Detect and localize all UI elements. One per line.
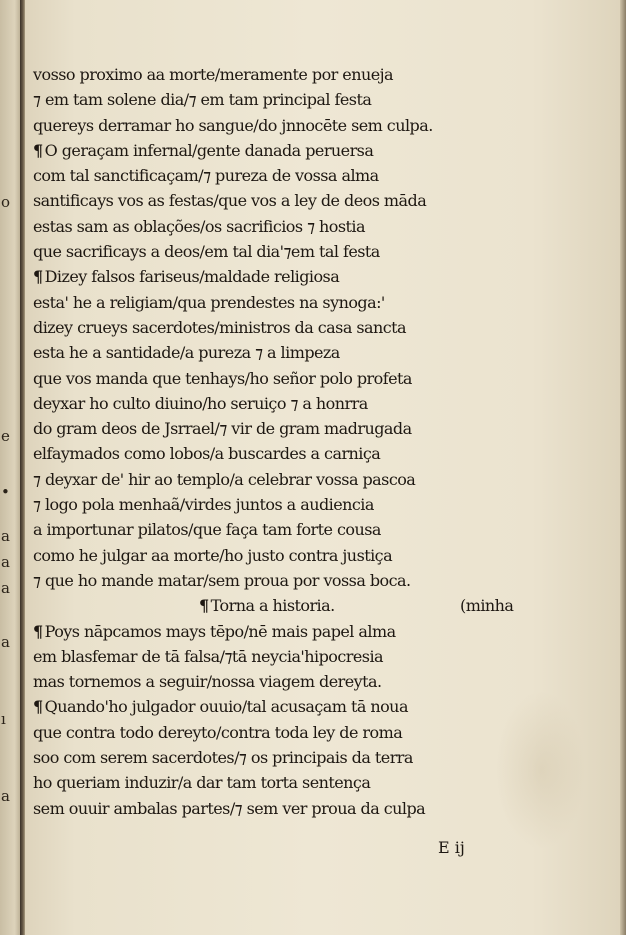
text-line [33,340,613,365]
text-line [33,188,613,213]
signature-mark: E ij [438,838,465,857]
text-line [33,163,613,188]
line-text: ho queriam induzir/a dar tam torta sentença [33,773,371,793]
text-line [33,264,613,289]
line-text: estas sam as oblações/os sacrificios ⁊ hostia [33,216,365,236]
text-line [33,62,613,87]
section-heading-line [33,593,613,618]
text-line [33,517,613,542]
section-heading [199,593,335,618]
text-line [33,113,613,138]
text-line [33,770,613,795]
line-text: esta he a santidade/a pureza ⁊ a limpeza [33,343,340,363]
text-line [33,391,613,416]
line-text: a importunar pilatos/que faça tam forte cousa [33,520,381,540]
heading-text: Torna a historia. [210,596,335,616]
line-text: esta' he a religiam/qua prendestes na synoga:' [33,292,385,312]
line-text: Dizey falsos fariseus/maldade religiosa [44,267,340,287]
line-text: elfaymados como lobos/a buscardes a carniça [33,444,381,464]
line-text: que vos manda que tenhays/ho señor polo profeta [33,368,412,388]
text-line [33,315,613,340]
previous-page-edge [0,0,21,935]
line-text: ⁊ logo pola menhaã/virdes juntos a audiencia [33,495,374,515]
line-text: com tal sanctificaçam/⁊ pureza de vossa alma [33,166,379,186]
line-text: Quando'ho julgador ouuio/tal acusaçam tā noua [44,697,408,717]
margin-fragment: • [1,483,10,501]
margin-fragment: a [1,553,10,571]
text-line [33,441,613,466]
text-line [33,416,613,441]
text-line [33,366,613,391]
line-text: do gram deos de Jsrrael/⁊ vir de gram madrugada [33,419,412,439]
margin-fragment: o [1,193,11,211]
text-line [33,745,613,770]
line-text: ⁊ deyxar de' hir ao templo/a celebrar vossa pascoa [33,469,416,489]
line-text: soo com serem sacerdotes/⁊ os principais da terra [33,748,413,768]
line-text: como he julgar aa morte/ho justo contra justiça [33,545,393,565]
text-line [33,239,613,264]
text-line [33,568,613,593]
line-text: ⁊ que ho mande matar/sem proua por vossa boca. [33,570,411,590]
text-line [33,467,613,492]
margin-fragment: a [1,579,10,597]
text-line [33,644,613,669]
line-text: em blasfemar de tā falsa/⁊tā neycia'hipocresia [33,646,384,666]
text-line [33,619,613,644]
line-text: que contra todo dereyto/contra toda ley de roma [33,722,403,742]
margin-fragment: a [1,633,10,651]
text-line [33,214,613,239]
line-text: sem ouuir ambalas partes/⁊ sem ver proua da culpa [33,798,426,818]
margin-fragment: e [1,427,10,445]
text-line [33,543,613,568]
margin-fragment: a [1,527,10,545]
pilcrow-mark: ¶ [33,697,43,717]
book-gutter [20,0,25,935]
text-line [33,720,613,745]
line-text: santificays vos as festas/que vos a ley de deos māda [33,191,427,211]
line-text: ⁊ em tam solene dia/⁊ em tam principal festa [33,90,372,110]
text-line [33,492,613,517]
line-text: O geraçam infernal/gente danada peruersa [44,140,374,160]
text-line [33,669,613,694]
pilcrow-mark: ¶ [33,621,43,641]
line-text: quereys derramar ho sangue/do jnnocēte sem culpa. [33,115,433,135]
text-line [33,694,613,719]
text-block [33,62,613,821]
line-text: mas tornemos a seguir/nossa viagem dereyta. [33,672,382,692]
line-text: que sacrificays a deos/em tal dia'⁊em tal festa [33,242,380,262]
pilcrow-mark: ¶ [33,267,43,287]
line-text: dizey crueys sacerdotes/ministros da casa sancta [33,317,407,337]
margin-fragment: ı [1,710,6,728]
line-text: vosso proximo aa morte/meramente por enueja [33,65,394,84]
text-line [33,138,613,163]
margin-fragment: a [1,787,10,805]
text-line [33,290,613,315]
pilcrow-mark: ¶ [33,140,43,160]
line-text: Poys nāpcamos mays tēpo/nē mais papel alma [44,621,396,641]
line-text: deyxar ho culto diuino/ho seruiço ⁊ a honrra [33,393,368,413]
page-right-edge [620,0,626,935]
pilcrow-mark: ¶ [199,596,209,616]
text-line [33,87,613,112]
text-line [33,796,613,821]
catchword: (minha [460,596,514,616]
